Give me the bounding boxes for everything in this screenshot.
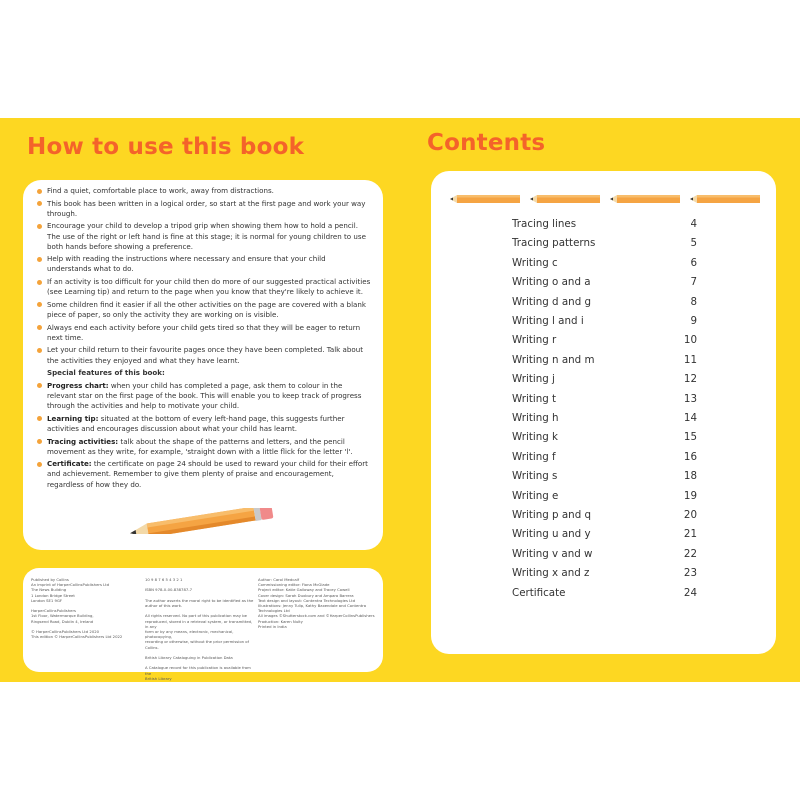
contents-row[interactable] bbox=[512, 451, 697, 470]
instruction-item: Find a quiet, comfortable place to work, away from distractions. bbox=[37, 186, 371, 196]
contents-row[interactable] bbox=[512, 470, 697, 489]
special-features-title: Special features of this book: bbox=[47, 368, 165, 378]
contents-entry-title: Writing d and g bbox=[512, 295, 592, 308]
bullet-dot-icon bbox=[37, 462, 42, 467]
feature-item: Learning tip: situated at the bottom of every left-hand page, this suggests further activities and encourages discussion about what your child has learnt. bbox=[37, 414, 371, 434]
contents-page-number: 9 bbox=[690, 315, 697, 327]
contents-entry-title: Writing f bbox=[512, 450, 556, 463]
contents-row[interactable] bbox=[512, 509, 697, 528]
instruction-item: If an activity is too difficult for your child then do more of our suggested practical activities (see Learning tip) and return to the page when you know that they're likely to achieve it. bbox=[37, 277, 371, 297]
isbn-rights-info: 10 9 8 7 6 5 4 3 2 1 ISBN 978-0-00-838787-7 The author asserts the moral right to be identified as the author of this work. All rights reserved. No part of this publication may be reproduced, stored in a retrieval system, or transmitted, in any form or by any means, electronic, mechanical, photocopying, recording or otherwise, without the prior permission of Collins. British Library Cataloguing in Publication Data A Catalogue record for this publication is available from the British Library bbox=[145, 577, 254, 681]
contents-row[interactable] bbox=[512, 548, 697, 567]
pencil-icon bbox=[127, 508, 275, 534]
contents-row[interactable] bbox=[512, 257, 697, 276]
how-to-use-panel bbox=[23, 180, 383, 550]
contents-entry-title: Tracing lines bbox=[512, 218, 577, 230]
contents-row[interactable] bbox=[512, 528, 697, 547]
contents-page-number: 10 bbox=[683, 334, 697, 347]
pencil-border-icon bbox=[450, 193, 775, 207]
feature-item: Certificate: the certificate on page 24 should be used to reward your child for their effort and achievement. Remember to give them plenty of praise and encouragement, regardless of how they do. bbox=[37, 459, 371, 489]
contents-row[interactable] bbox=[512, 431, 697, 450]
contents-page-number: 7 bbox=[690, 276, 697, 289]
bullet-dot-icon bbox=[37, 302, 42, 307]
instruction-item: Help with reading the instructions where necessary and ensure that your child understands what to do. bbox=[37, 254, 371, 274]
bullet-dot-icon bbox=[37, 201, 42, 206]
contents-page-number: 19 bbox=[683, 489, 697, 502]
contents-entry-title: Writing l and i bbox=[512, 315, 584, 327]
contents-entry-title: Writing e bbox=[512, 489, 559, 502]
contents-page-number: 5 bbox=[690, 237, 697, 250]
instruction-item: Always end each activity before your child gets tired so that they will be eager to return next time. bbox=[37, 323, 371, 343]
contents-row[interactable] bbox=[512, 354, 697, 373]
feature-label: Tracing activities: bbox=[47, 436, 119, 446]
bullet-dot-icon bbox=[37, 325, 42, 330]
contents-row[interactable] bbox=[512, 393, 697, 412]
contents-entry-title: Writing c bbox=[512, 256, 558, 269]
contents-entry-title: Writing n and m bbox=[512, 353, 595, 366]
contents-row[interactable] bbox=[512, 567, 697, 586]
contents-page-number: 8 bbox=[690, 295, 697, 308]
instruction-item: Encourage your child to develop a tripod grip when showing them how to hold a pencil. The use of the right or left hand is fine at this stage; it is normal for young children to use both hands before showing a preference. bbox=[37, 221, 371, 251]
instruction-item: Some children find it easier if all the other activities on the page are covered with a blank piece of paper, so only the activity they are working on is visible. bbox=[37, 300, 371, 320]
bullet-dot-icon bbox=[37, 383, 42, 388]
contents-row[interactable] bbox=[512, 237, 697, 256]
contents-page-number: 11 bbox=[683, 353, 697, 366]
contents-row[interactable] bbox=[512, 373, 697, 392]
contents-entry-title: Certificate bbox=[512, 586, 566, 599]
instruction-item: Let your child return to their favourite pages once they have been completed. Talk about the activities they enjoyed and what they have learnt. bbox=[37, 345, 371, 365]
contents-page-number: 4 bbox=[690, 218, 697, 230]
contents-page-number: 23 bbox=[683, 567, 697, 580]
contents-entry-title: Writing s bbox=[512, 470, 558, 483]
contents-entry-title: Tracing patterns bbox=[512, 237, 596, 250]
contents-entry-title: Writing u and y bbox=[512, 528, 591, 541]
contents-page-number: 21 bbox=[683, 528, 697, 541]
contents-entry-title: Writing k bbox=[512, 431, 559, 444]
bullet-dot-icon bbox=[37, 439, 42, 444]
contents-page-number: 6 bbox=[690, 256, 697, 269]
contents-page-number: 13 bbox=[683, 392, 697, 405]
bullet-dot-icon bbox=[37, 257, 42, 262]
bullet-dot-icon bbox=[37, 280, 42, 285]
feature-label: Learning tip: bbox=[47, 413, 99, 423]
contents-page-number: 15 bbox=[683, 431, 697, 444]
contents-row[interactable] bbox=[512, 276, 697, 295]
contents-row[interactable] bbox=[512, 587, 697, 606]
contents-entry-title: Writing o and a bbox=[512, 276, 591, 289]
bullet-dot-icon bbox=[37, 348, 42, 353]
bullet-dot-icon bbox=[37, 224, 42, 229]
instruction-item: This book has been written in a logical order, so start at the first page and work your way through. bbox=[37, 199, 371, 219]
contents-page-number: 24 bbox=[683, 586, 697, 599]
contents-entry-title: Writing t bbox=[512, 392, 557, 405]
how-to-use-title: How to use this book bbox=[27, 134, 305, 160]
contents-page-number: 20 bbox=[683, 509, 697, 521]
contents-row[interactable] bbox=[512, 490, 697, 509]
contents-entry-title: Writing p and q bbox=[512, 509, 592, 521]
contents-entry-title: Writing x and z bbox=[512, 567, 590, 580]
feature-label: Progress chart: bbox=[47, 380, 109, 390]
contents-entry-title: Writing j bbox=[512, 373, 555, 386]
feature-item: Tracing activities: talk about the shape of the patterns and letters, and the pencil movement as they write, for example, 'straight down with a little flick for the letter 'l'. bbox=[37, 437, 371, 457]
contents-row[interactable] bbox=[512, 334, 697, 353]
bullet-dot-icon bbox=[37, 189, 42, 194]
publisher-address: Published by Collins An imprint of HarperCollinsPublishers Ltd The News Building 1 London Bridge Street London SE1 9GF HarperCollinsPublishers 1st Floor, Watermarque Building, Ringsend Road, Dublin 4, Ireland © HarperCollinsPublishers Ltd 2020 This edition © HarperCollinsPublishers Ltd 2022 bbox=[31, 577, 123, 640]
contents-page-number: 22 bbox=[683, 547, 697, 560]
contents-page-number: 12 bbox=[683, 373, 697, 386]
contents-page-number: 16 bbox=[683, 450, 697, 463]
credits-info: Author: Carol Medcalf Commissioning editor: Fiona McGlade Project editor: Katie Galloway and Tracey Cowell Cover design: Sarah Duxbury and Amparo Barrera Text design and layout: Contentra Technologies Ltd Illustrations: Jenny Tulip, Kathy Baxendale and Contentra Technologies Ltd All images ©Shutterstock.com and ©HarperCollinsPublishers Production: Karen Nulty Printed in India bbox=[258, 577, 375, 629]
bullet-dot-icon bbox=[37, 416, 42, 421]
contents-page-number: 18 bbox=[683, 470, 697, 483]
feature-label: Certificate: bbox=[47, 459, 92, 469]
feature-item: Progress chart: when your child has completed a page, ask them to colour in the relevant star on the first page of the book. This will enable you to keep track of progress through the activities and help to motivate your child. bbox=[37, 381, 371, 411]
contents-row[interactable] bbox=[512, 218, 697, 237]
contents-row[interactable] bbox=[512, 296, 697, 315]
contents-entry-title: Writing v and w bbox=[512, 547, 593, 560]
contents-page-number: 14 bbox=[683, 412, 697, 424]
contents-row[interactable] bbox=[512, 412, 697, 431]
instructions-list bbox=[37, 186, 371, 492]
contents-entry-title: Writing r bbox=[512, 334, 557, 347]
contents-title: Contents bbox=[427, 130, 546, 156]
contents-row[interactable] bbox=[512, 315, 697, 334]
contents-entry-title: Writing h bbox=[512, 412, 559, 424]
pencil-icon bbox=[450, 195, 520, 203]
